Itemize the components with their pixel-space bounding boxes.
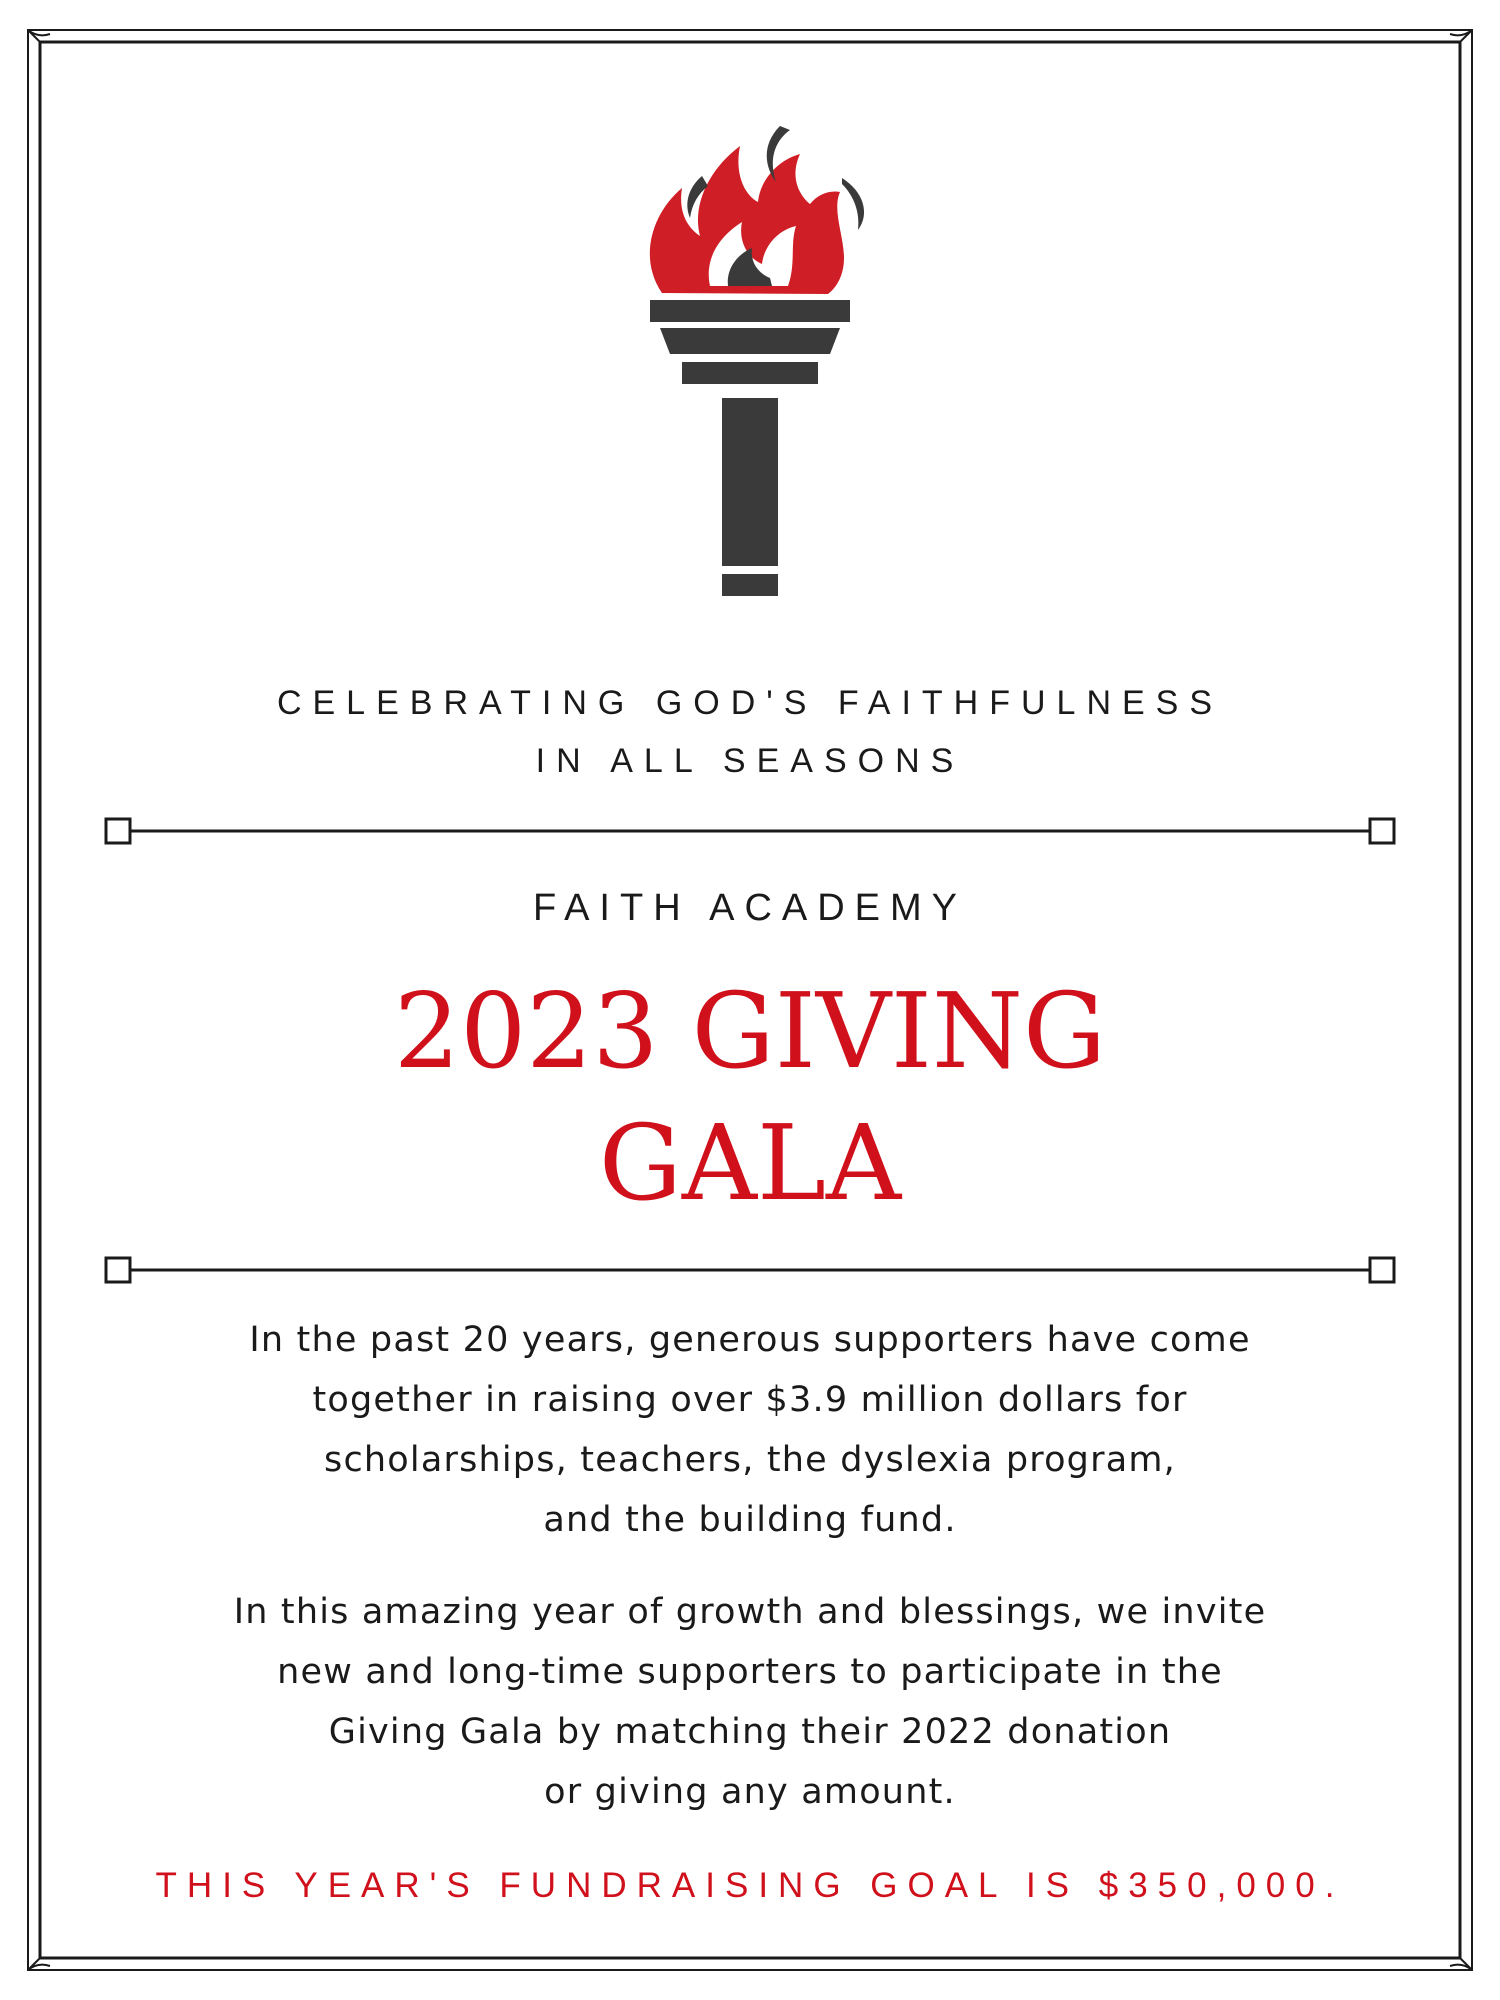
organization-name: FAITH ACADEMY — [532, 887, 968, 929]
invitation-paragraph-line: new and long-time supporters to participate in the — [277, 1652, 1223, 1692]
tagline-line-2: IN ALL SEASONS — [535, 742, 965, 780]
history-paragraph-line: and the building fund. — [543, 1500, 957, 1540]
history-paragraph-line: scholarships, teachers, the dyslexia program, — [324, 1440, 1176, 1480]
event-title-line-1: 2023 GIVING — [393, 970, 1107, 1092]
event-title-line-2: GALA — [598, 1102, 902, 1224]
divider-bottom — [100, 1250, 1400, 1290]
divider-top — [100, 811, 1400, 851]
history-paragraph-line: together in raising over $3.9 million dollars for — [312, 1380, 1188, 1420]
history-paragraph-line: In the past 20 years, generous supporters have come — [249, 1320, 1251, 1360]
invitation-paragraph-line: or giving any amount. — [544, 1772, 956, 1812]
invitation-paragraph-line: In this amazing year of growth and blessings, we invite — [233, 1592, 1267, 1632]
history-paragraph — [0, 1310, 1500, 1550]
fundraising-goal: THIS YEAR'S FUNDRAISING GOAL IS $350,000. — [155, 1866, 1345, 1905]
invitation-paragraph-line: Giving Gala by matching their 2022 donation — [328, 1712, 1172, 1752]
tagline-line-1: CELEBRATING GOD'S FAITHFULNESS — [276, 684, 1224, 722]
invitation-paragraph — [0, 1582, 1500, 1822]
torch-icon — [630, 118, 870, 608]
